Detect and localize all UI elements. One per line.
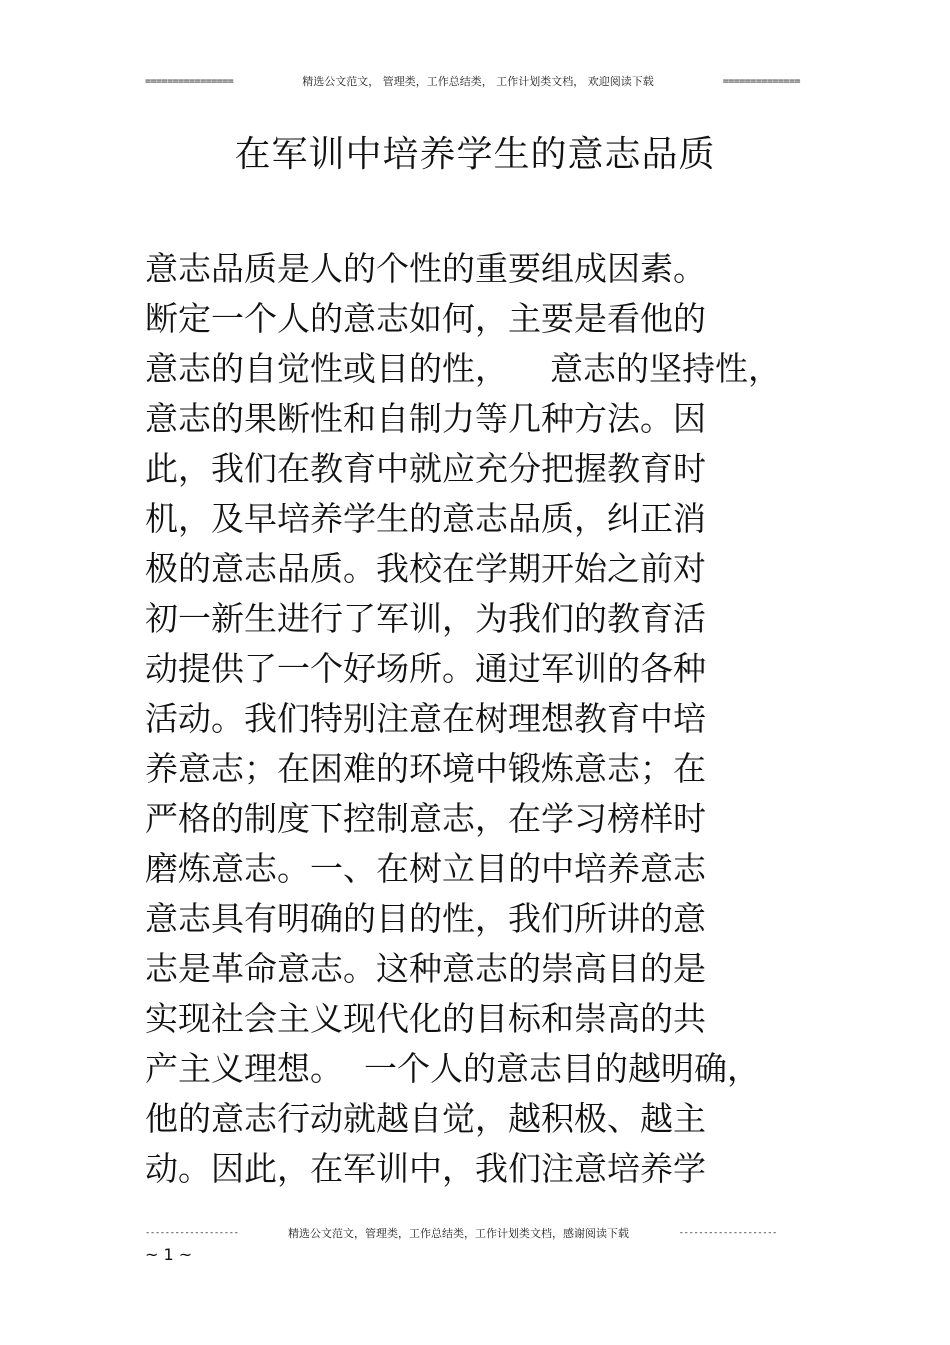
footer-left-dashes: ------------------- — [145, 1228, 239, 1238]
body-line: 实现社会主义现代化的目标和崇高的共 — [145, 999, 706, 1038]
body-line: 严格的制度下控制意志，在学习榜样时 — [145, 799, 706, 838]
header-text: 精选公文范文， 管理类，工作总结类， 工作计划类文档， 欢迎阅读下载 — [302, 75, 654, 88]
header-left-dashes: ================ — [145, 75, 234, 87]
footer-right-dashes: -------------------- — [678, 1228, 777, 1238]
page-header — [145, 72, 800, 90]
body-line: 活动。我们特别注意在树理想教育中培 — [145, 699, 706, 738]
body-line: 初一新生进行了军训，为我们的教育活 — [145, 599, 706, 638]
body-line: 极的意志品质。我校在学期开始之前对 — [145, 549, 706, 588]
body-line: 动。因此，在军训中，我们注意培养学 — [145, 1149, 706, 1188]
page-number: ~ 1 ~ — [145, 1245, 193, 1264]
body-line: 磨炼意志。一、在树立目的中培养意志 — [145, 849, 706, 888]
footer-text: 精选公文范文，管理类，工作总结类，工作计划类文档，感谢阅读下载 — [288, 1227, 630, 1240]
body-line: 断定一个人的意志如何，主要是看他的 — [145, 299, 706, 338]
body-line: 产主义理想。 一个人的意志目的越明确， — [145, 1049, 760, 1088]
body-line: 机，及早培养学生的意志品质，纠正消 — [145, 499, 706, 538]
body-line: 意志具有明确的目的性，我们所讲的意 — [145, 899, 706, 938]
body-line: 意志品质是人的个性的重要组成因素。 — [145, 249, 706, 288]
document-title: 在军训中培养学生的意志品质 — [234, 134, 716, 175]
body-line: 动提供了一个好场所。通过军训的各种 — [145, 649, 706, 688]
body-line: 意志的果断性和自制力等几种方法。因 — [145, 399, 706, 438]
document-body — [145, 244, 795, 1194]
body-line: 养意志；在困难的环境中锻炼意志；在 — [145, 749, 706, 788]
page-footer — [145, 1224, 777, 1242]
header-right-dashes: ============== — [722, 75, 800, 87]
body-line: 志是革命意志。这种意志的崇高目的是 — [145, 949, 706, 988]
body-line: 他的意志行动就越自觉，越积极、越主 — [145, 1099, 706, 1138]
body-line: 意志的自觉性或目的性， 意志的坚持性， — [145, 349, 781, 388]
body-line: 此，我们在教育中就应充分把握教育时 — [145, 449, 706, 488]
